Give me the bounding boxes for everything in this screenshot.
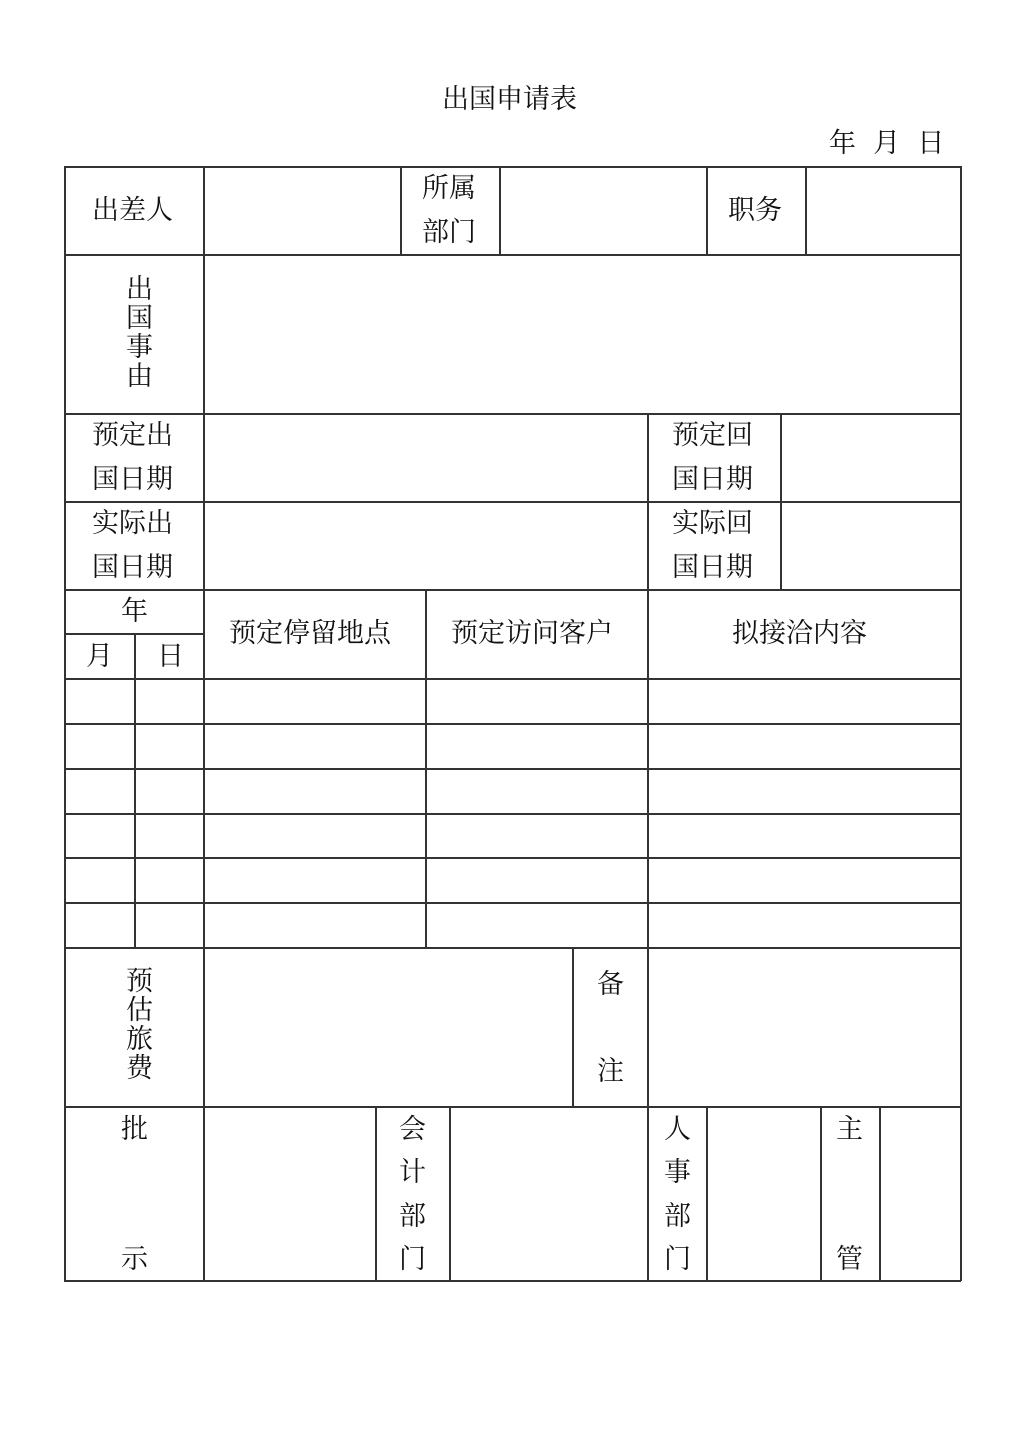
remark-label-bottom: 注 [597,1056,624,1087]
itinerary-month-cell[interactable] [66,859,133,902]
itinerary-content-cell[interactable] [649,904,959,947]
itinerary-client-cell[interactable] [427,725,646,768]
approve-field[interactable] [205,1108,374,1279]
planned-depart-label-line2: 国日期 [92,464,173,495]
itinerary-client-cell[interactable] [427,904,646,947]
hr-label-2: 事 [664,1157,691,1188]
accounting-field[interactable] [451,1108,646,1279]
page-title: 出国申请表 [442,84,577,115]
planned-return-field[interactable] [782,415,959,500]
dept-label-line2: 部门 [422,217,476,248]
manager-label-bottom: 管 [836,1244,863,1275]
itinerary-content-header: 拟接洽内容 [732,618,867,649]
manager-label-top: 主 [836,1114,863,1145]
reason-field[interactable] [205,256,959,412]
actual-return-label-line2: 国日期 [672,552,753,583]
actual-return-field[interactable] [782,503,959,588]
grid-line [64,1280,961,1282]
itinerary-content-cell[interactable] [649,770,959,813]
grid-line [64,166,66,1281]
itinerary-client-header: 预定访问客户 [451,618,613,649]
itinerary-client-cell[interactable] [427,814,646,857]
itinerary-place-cell[interactable] [205,725,424,768]
accounting-label-4: 门 [399,1244,426,1275]
planned-depart-field[interactable] [205,415,646,500]
approve-label-bottom: 示 [121,1244,148,1275]
accounting-label-3: 部 [399,1201,426,1232]
position-label: 职务 [728,195,782,226]
itinerary-year-header: 年 [121,596,148,627]
itinerary-month-header: 月 [86,641,113,672]
itinerary-content-cell[interactable] [649,859,959,902]
hr-label-1: 人 [664,1114,691,1145]
grid-line [400,166,402,254]
grid-line [64,589,961,591]
actual-depart-label-line1: 实际出 [92,508,173,539]
planned-return-label-line2: 国日期 [672,464,753,495]
itinerary-month-cell[interactable] [66,725,133,768]
cost-field[interactable] [205,949,571,1105]
hr-label-4: 门 [664,1244,691,1275]
dept-label-line1: 所属 [422,173,476,204]
itinerary-day-header: 日 [157,641,184,672]
dept-field[interactable] [501,168,705,253]
itinerary-place-cell[interactable] [205,680,424,723]
grid-line [960,166,962,1281]
traveler-label: 出差人 [92,195,173,226]
grid-line [572,947,574,1106]
itinerary-day-cell[interactable] [136,814,202,857]
itinerary-month-cell[interactable] [66,814,133,857]
itinerary-place-cell[interactable] [205,859,424,902]
planned-depart-label-line1: 预定出 [92,420,173,451]
cost-label: 预估旅费 [121,966,152,1082]
grid-line [706,166,708,254]
itinerary-place-cell[interactable] [205,814,424,857]
planned-return-label-line1: 预定回 [672,420,753,451]
itinerary-day-cell[interactable] [136,859,202,902]
date-line: 年 月 日 [829,128,945,159]
itinerary-place-cell[interactable] [205,770,424,813]
itinerary-day-cell[interactable] [136,770,202,813]
accounting-label-2: 计 [399,1157,426,1188]
actual-return-label-line1: 实际回 [672,508,753,539]
itinerary-client-cell[interactable] [427,859,646,902]
reason-label: 出国事由 [121,274,152,390]
remark-label-top: 备 [597,969,624,1000]
traveler-field[interactable] [205,168,399,253]
grid-line [375,1106,377,1281]
itinerary-place-header: 预定停留地点 [229,618,391,649]
itinerary-month-cell[interactable] [66,680,133,723]
manager-field[interactable] [881,1108,959,1279]
actual-depart-label-line2: 国日期 [92,552,173,583]
itinerary-month-cell[interactable] [66,904,133,947]
itinerary-day-cell[interactable] [136,725,202,768]
itinerary-day-cell[interactable] [136,904,202,947]
hr-label-3: 部 [664,1201,691,1232]
itinerary-content-cell[interactable] [649,814,959,857]
itinerary-content-cell[interactable] [649,680,959,723]
itinerary-place-cell[interactable] [205,904,424,947]
hr-field[interactable] [708,1108,819,1279]
itinerary-client-cell[interactable] [427,680,646,723]
grid-line [820,1106,822,1281]
actual-depart-field[interactable] [205,503,646,588]
remark-field[interactable] [649,949,959,1105]
itinerary-month-cell[interactable] [66,770,133,813]
itinerary-content-cell[interactable] [649,725,959,768]
accounting-label-1: 会 [399,1114,426,1145]
itinerary-day-cell[interactable] [136,680,202,723]
approve-label-top: 批 [121,1114,148,1145]
position-field[interactable] [807,168,959,253]
itinerary-client-cell[interactable] [427,770,646,813]
